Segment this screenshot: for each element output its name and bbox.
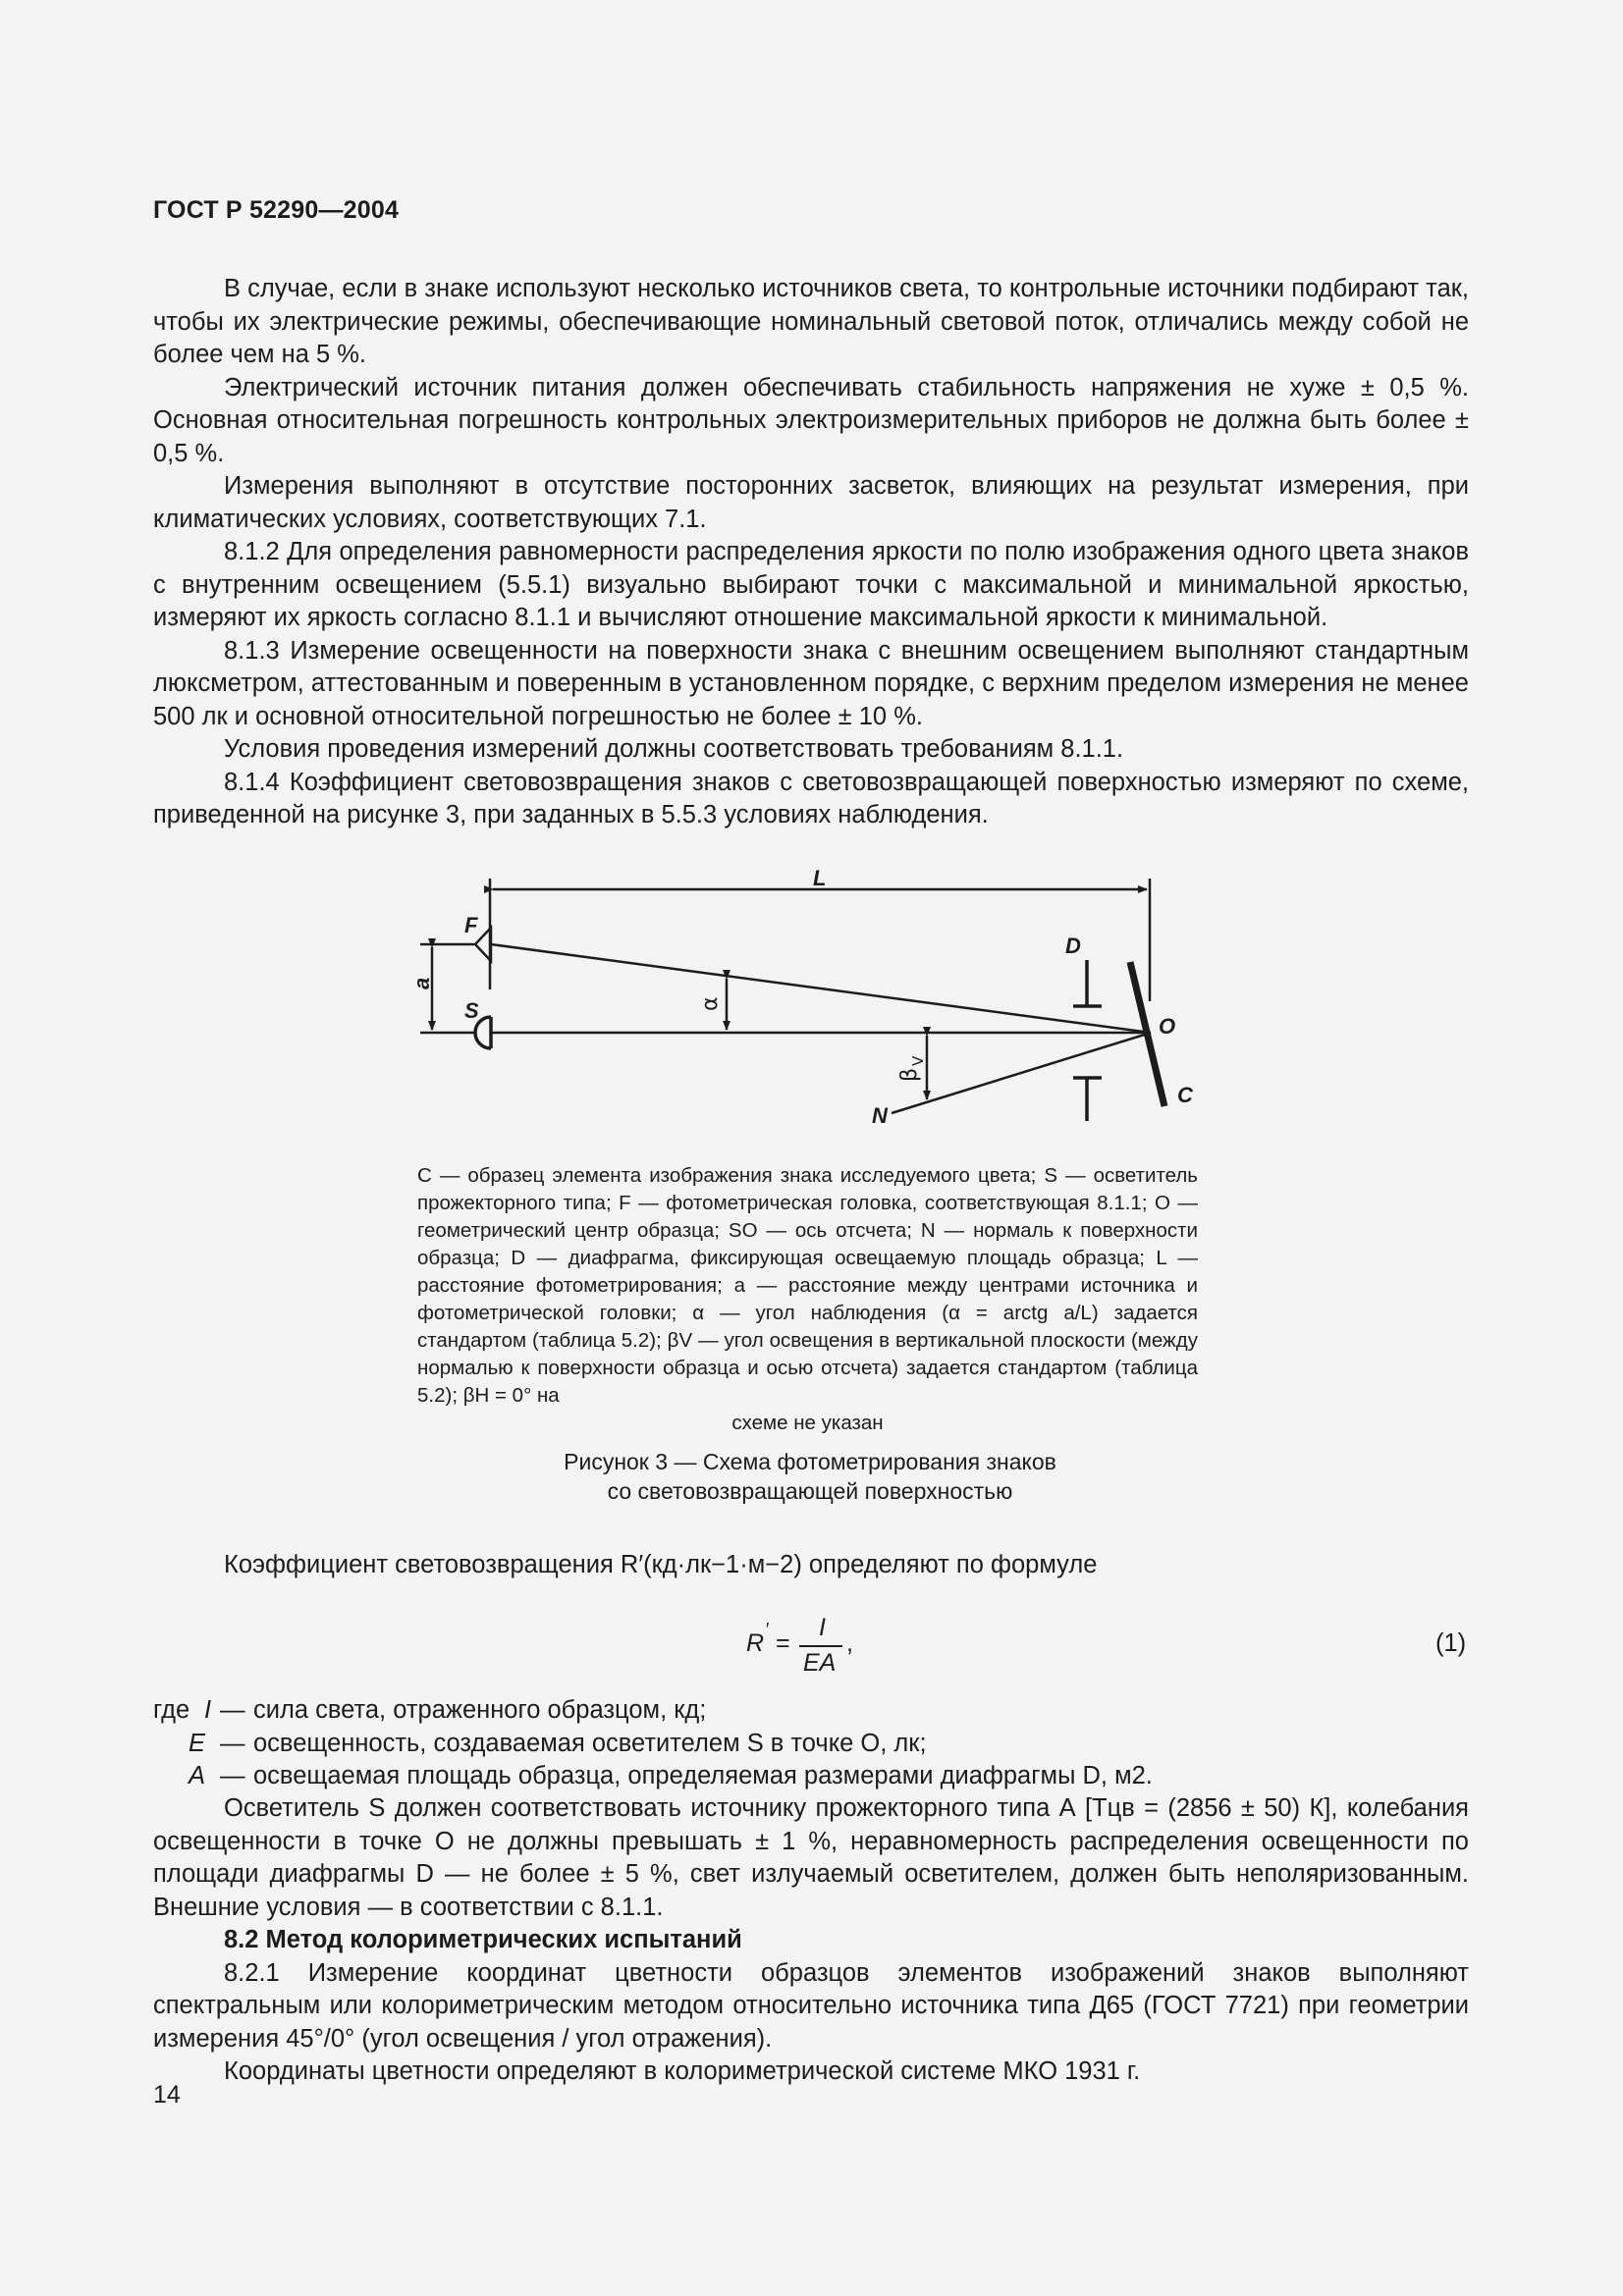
paragraph: Условия проведения измерений должны соответствовать требованиям 8.1.1. bbox=[224, 735, 1124, 763]
formula-denominator: EA bbox=[803, 1649, 837, 1677]
where-desc: сила света, отраженного образцом, кд; bbox=[253, 1696, 707, 1724]
figure-title-line: Рисунок 3 — Схема фотометрирования знаков bbox=[564, 1449, 1056, 1474]
document-header: ГОСТ Р 52290—2004 bbox=[153, 196, 400, 224]
figure-legend bbox=[417, 1162, 1198, 1437]
formula-lead bbox=[153, 1549, 1469, 1582]
label-l: L bbox=[813, 866, 827, 890]
closing-text bbox=[153, 1792, 1469, 2089]
where-symbol: I bbox=[204, 1696, 212, 1724]
paragraph: Электрический источник питания должен обеспечивать стабильность напряжения не хуже ± 0,5 %. Основная относительная погрешность контрольных электроизмерительных приборов не должна быть более ± 0,5 %. bbox=[153, 373, 1469, 467]
paragraph: Измерения выполняют в отсутствие посторонних засветок, влияющих на результат измерения, при климатических условиях, соответствующих 7.1. bbox=[153, 472, 1469, 533]
figure-title bbox=[393, 1447, 1227, 1506]
paragraph: Коэффициент световозвращения R′(кд·лк−1·м−2) определяют по формуле bbox=[224, 1551, 1098, 1578]
paragraph: 8.1.4 Коэффициент световозвращения знаков с световозвращающей поверхностью измеряют по схеме, приведенной на рисунке 3, при заданных в 5.5.3 условиях наблюдения. bbox=[153, 768, 1469, 828]
where-row bbox=[153, 1728, 927, 1761]
paragraph: 8.2.1 Измерение координат цветности образцов элементов изображений знаков выполняют спектральным или колориметрическим методом относительно источника типа Д65 (ГОСТ 7721) при геометрии измерения 45°/0° (угол освещения / угол отражения). bbox=[153, 1958, 1469, 2053]
where-symbol: A bbox=[189, 1762, 206, 1789]
where-row bbox=[153, 1694, 707, 1728]
paragraph: Осветитель S должен соответствовать источнику прожекторного типа А [Tцв = (2856 ± 50) К], колебания освещенности в точке O не должны превышать ± 1 %, неравномерность распределения освещенности по площади диафрагмы D — не более ± 5 %, свет излучаемый осветителем, должен быть неполяризованным. Внешние условия — в соответствии с 8.1.1. bbox=[153, 1794, 1469, 1921]
normal-n bbox=[892, 1033, 1151, 1113]
label-beta-sub: V bbox=[909, 1055, 927, 1066]
formula-lhs: R bbox=[746, 1629, 765, 1657]
legend-tail: схеме не указан bbox=[731, 1412, 884, 1434]
formula-prime: ′ bbox=[766, 1620, 770, 1639]
where-symbol: E bbox=[189, 1729, 206, 1757]
label-o: O bbox=[1159, 1014, 1176, 1039]
figure-title-line: со световозвращающей поверхностью bbox=[607, 1478, 1013, 1504]
observation-line bbox=[491, 944, 1151, 1033]
label-c: C bbox=[1177, 1083, 1193, 1107]
paragraph: 8.1.3 Измерение освещенности на поверхности знака с внешним освещением выполняют стандартным люксметром, аттестованным и поверенным в установленном порядке, с верхним пределом измерения не менее 500 лк и основной относительной погрешностью не более ± 10 %. bbox=[153, 636, 1469, 730]
where-desc: освещенность, создаваемая осветителем S в точке O, лк; bbox=[253, 1729, 927, 1757]
equation-number: (1) bbox=[1435, 1629, 1467, 1657]
where-list bbox=[153, 1694, 1153, 1793]
where-desc: освещаемая площадь образца, определяемая размерами диафрагмы D, м2. bbox=[253, 1762, 1153, 1789]
paragraph: 8.1.2 Для определения равномерности распределения яркости по полю изображения одного цвета знаков с внутренним освещением (5.5.1) визуально выбирают точки с максимальной и минимальной яркостью, измеряют их яркость согласно 8.1.1 и вычисляют отношение максимальной яркости к минимальной. bbox=[153, 538, 1469, 631]
formula-1 bbox=[744, 1614, 862, 1682]
paragraph: Координаты цветности определяют в колориметрической системе МКО 1931 г. bbox=[224, 2057, 1141, 2085]
section-title: 8.2 Метод колориметрических испытаний bbox=[224, 1926, 742, 1953]
legend-text: C — образец элемента изображения знака исследуемого цвета; S — осветитель прожекторного типа; F — фотометрическая головка, соответствующая 8.1.1; O — геометрический центр образца; SO — ось отсчета; N — нормаль к поверхности образца; D — диафрагма, фиксирующая освещаемую площадь образца; L — расстояние фотометрирования; a — расстояние между центрами источника и фотометрической головки; α — угол наблюдения (α = arctg a/L) задается стандартом (таблица 5.2); βV — угол освещения в вертикальной плоскости (между нормалью к поверхности образца и осью отсчета) задается стандартом (таблица 5.2); βH = 0° на bbox=[417, 1164, 1198, 1407]
fraction-bar bbox=[799, 1645, 842, 1647]
label-s: S bbox=[464, 998, 479, 1023]
formula-equals: = bbox=[776, 1629, 790, 1657]
where-dash: — bbox=[220, 1729, 245, 1757]
label-beta: β bbox=[897, 1067, 922, 1082]
formula-comma: , bbox=[846, 1629, 853, 1657]
label-d: D bbox=[1065, 934, 1081, 958]
label-a: a bbox=[409, 977, 434, 989]
where-dash: — bbox=[220, 1762, 245, 1789]
paragraph: В случае, если в знаке используют несколько источников света, то контрольные источники подбирают так, чтобы их электрические режимы, обеспечивающие номинальный световой поток, отличались между собой не более чем на 5 %. bbox=[153, 275, 1469, 368]
page-number: 14 bbox=[153, 2081, 181, 2109]
label-alpha: α bbox=[698, 996, 723, 1011]
formula-numerator: I bbox=[819, 1614, 826, 1641]
where-dash: — bbox=[220, 1696, 245, 1724]
label-n: N bbox=[872, 1103, 888, 1128]
where-row bbox=[153, 1760, 1153, 1793]
label-f: F bbox=[464, 913, 478, 937]
where-prefix: где bbox=[153, 1696, 190, 1724]
